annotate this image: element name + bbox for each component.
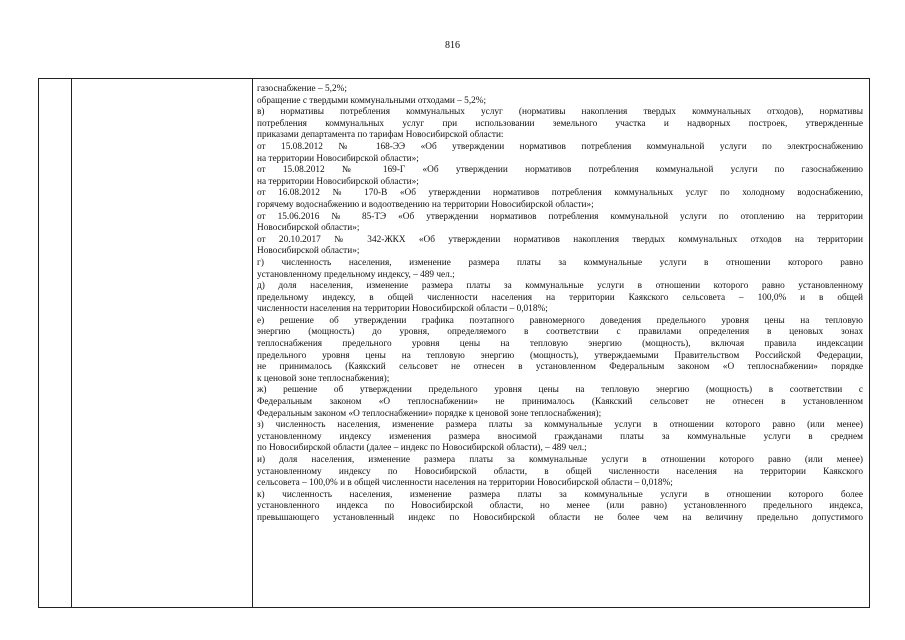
text-line: з) численность населения, изменение размера платы за коммунальные услуги в отношении которого равно (или менее) bbox=[257, 420, 863, 431]
text-line: и) доля населения, изменение размера платы за коммунальные услуги в отношении которого равно (или менее) bbox=[257, 455, 863, 465]
text-line: энергию (мощность) до уровня, определяемого в соответствии с правилами определения в ценовых зонах bbox=[257, 327, 863, 338]
text-line: потребления коммунальных услуг при использовании земельного участка и надворных построек, утвержденные bbox=[257, 118, 863, 129]
table-column-name bbox=[72, 79, 253, 607]
text-line: на территории Новосибирской области»; bbox=[257, 153, 419, 164]
text-line: численности населения на территории Новосибирской области – 0,018%; bbox=[257, 304, 548, 315]
page-number: 816 bbox=[445, 40, 460, 51]
text-line: от 15.08.2012 № 169-Г «Об утверждении нормативов потребления коммунальной услуги по газоснабжению bbox=[257, 165, 863, 176]
text-line: сельсовета – 100,0% и в общей численности населения на территории Новосибирской области – 0,018%; bbox=[257, 478, 673, 489]
text-line: Новосибирской области»; bbox=[257, 223, 360, 234]
text-line: горячему водоснабжению и водоотведению на территории Новосибирской области»; bbox=[257, 199, 594, 210]
text-line: е) решение об утверждении графика поэтапного равномерного доведения предельного уровня цены на тепловую bbox=[257, 315, 863, 326]
text-line: по Новосибирской области (далее – индекс по Новосибирской области), – 489 чел.; bbox=[257, 443, 587, 454]
table-column-number bbox=[39, 79, 72, 607]
text-line: ж) решение об утверждении предельного уровня цены на тепловую энергию (мощность) в соответствии с bbox=[257, 385, 863, 396]
text-line: установленного индекса по Новосибирской области, но менее (или равно) установленного предельного индекса, bbox=[257, 501, 863, 512]
text-line: приказами департамента по тарифам Новосибирской области: bbox=[257, 130, 504, 141]
text-line: в) нормативы потребления коммунальных услуг (нормативы накопления твердых коммунальных отходов), нормативы bbox=[257, 107, 863, 118]
text-line: Новосибирской области»; bbox=[257, 246, 360, 257]
table-cell-text bbox=[253, 79, 869, 607]
text-line: от 16.08.2012 № 170-В «Об утверждении нормативов потребления коммунальных услуг по холодному водоснабжению, bbox=[257, 188, 863, 199]
text-line: установленному индексу по Новосибирской области, в общей численности населения на территории Каякского bbox=[257, 466, 863, 477]
text-line: предельного уровня цены на тепловую энергию (мощность), утверждаемыми Правительством Российской Федерации, bbox=[257, 350, 863, 361]
text-line: от 15.06.2016 № 85-ТЭ «Об утверждении нормативов потребления коммунальной услуги по отоплению на территории bbox=[257, 211, 863, 222]
text-line: от 15.08.2012 № 168-ЭЭ «Об утверждении нормативов потребления коммунальной услуги по электроснабжению bbox=[257, 141, 863, 152]
text-line: обращение с твердыми коммунальными отходами – 5,2%; bbox=[257, 95, 487, 106]
text-line: не принималось (Каякский сельсовет не отнесен в установленном Федеральным законом «О теплоснабжении» порядке bbox=[257, 362, 863, 373]
document-table bbox=[38, 78, 870, 608]
text-line: установленному индексу изменения размера вносимой гражданами платы за коммунальные услуги в среднем bbox=[257, 431, 863, 442]
text-line: к ценовой зоне теплоснабжения); bbox=[257, 373, 390, 384]
text-line: Федеральным законом «О теплоснабжении» не принималось (Каякский сельсовет не отнесен в установленном bbox=[257, 397, 863, 408]
text-line: на территории Новосибирской области»; bbox=[257, 176, 419, 187]
text-line: г) численность населения, изменение размера платы за коммунальные услуги в отношении которого равно bbox=[257, 257, 863, 268]
text-line: Федеральным законом «О теплоснабжении» порядке к ценовой зоне теплоснабжения); bbox=[257, 408, 602, 419]
text-line: превышающего установленный индекс по Новосибирской области не более чем на величину предельно допустимого bbox=[257, 512, 863, 523]
text-line: от 20.10.2017 № 342-ЖКХ «Об утверждении нормативов накопления твердых коммунальных отходов на территории bbox=[257, 234, 863, 245]
text-line: газоснабжение – 5,2%; bbox=[257, 84, 347, 94]
text-line: установленному предельному индексу, – 489 чел.; bbox=[257, 269, 455, 280]
text-line: д) доля населения, изменение размера платы за коммунальные услуги в отношении которого равно установленному bbox=[257, 281, 863, 292]
text-line: к) численность населения, изменение размера платы за коммунальные услуги в отношении которого более bbox=[257, 489, 863, 500]
text-line: теплоснабжения предельного уровня цены на тепловую энергию (мощность), включая правила индексации bbox=[257, 339, 863, 350]
text-line: предельному индексу, в общей численности населения на территории Каякского сельсовета – 100,0% и в общей bbox=[257, 292, 863, 303]
